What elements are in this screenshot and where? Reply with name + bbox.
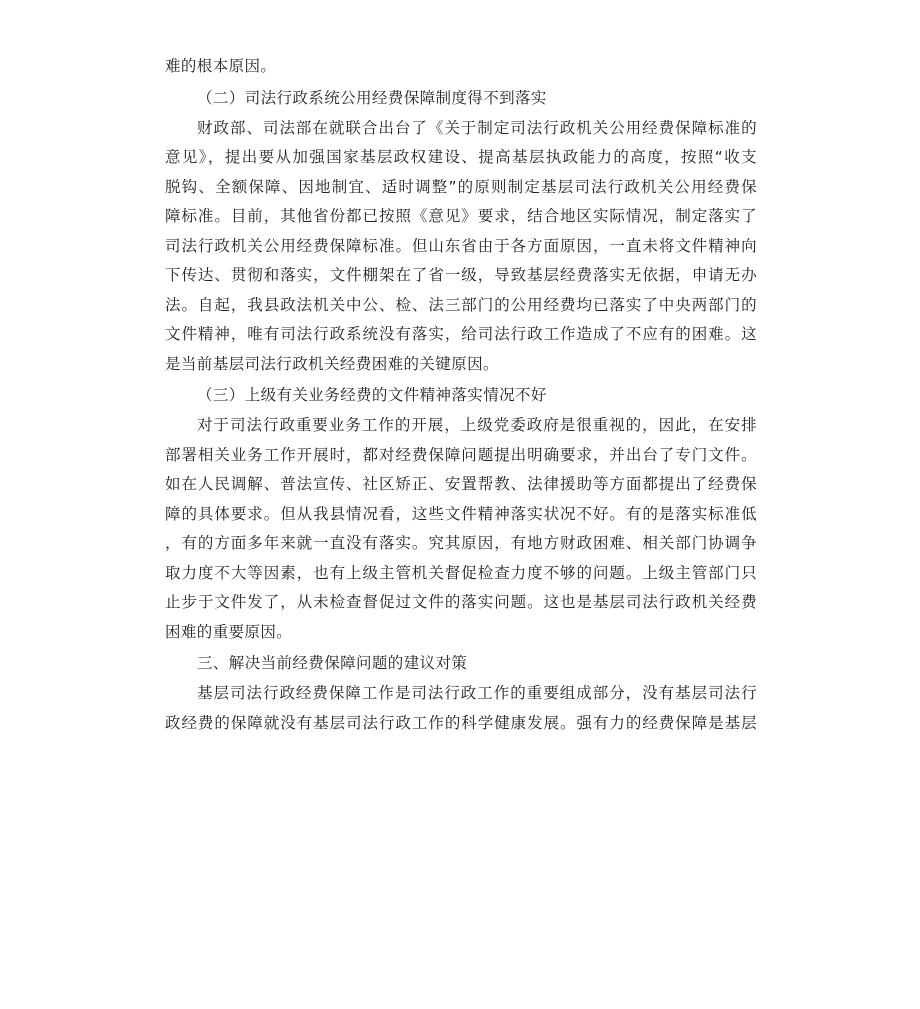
text-line: 障标准。目前，其他省份都已按照《意见》要求，结合地区实际情况，制定落实了 (165, 207, 757, 225)
paragraph-first-line: 财政部、司法部在就联合出台了《关于制定司法行政机关公用经费保障标准的 (197, 118, 757, 137)
text-line: ，有的方面多年来就一直没有落实。究其原因，有地方财政困难、相关部门协调争 (165, 534, 757, 552)
text-line: 司法行政机关公用经费保障标准。但山东省由于各方面原因，一直未将文件精神向 (165, 236, 757, 255)
text-line: 意见》，提出要从加强国家基层政权建设、提高基层执政能力的高度，按照“收支 (165, 148, 757, 166)
document-body (165, 52, 757, 738)
text-line: 法。自起，我县政法机关中公、检、法三部门的公用经费均已落实了中央两部门的 (165, 295, 757, 314)
text-line: 文件精神，唯有司法行政系统没有落实，给司法行政工作造成了不应有的困难。这 (165, 325, 757, 343)
text-line: 脱钩、全额保障、因地制宜、适时调整”的原则制定基层司法行政机关公用经费保 (165, 177, 757, 196)
text-line: 困难的重要原因。 (165, 622, 293, 641)
section-heading: 三、解决当前经费保障问题的建议对策 (197, 654, 468, 672)
text-line: 部署相关业务工作开展时，都对经费保障问题提出明确要求，并出台了专门文件。 (165, 445, 757, 464)
text-line: 难的根本原因。 (165, 57, 277, 75)
paragraph-first-line: 基层司法行政经费保障工作是司法行政工作的重要组成部分，没有基层司法行 (197, 684, 757, 702)
text-line: 取力度不大等因素，也有上级主管机关督促检查力度不够的问题。上级主管部门只 (165, 563, 757, 582)
section-heading: （二）司法行政系统公用经费保障制度得不到落实 (197, 88, 547, 107)
paragraph-first-line: 对于司法行政重要业务工作的开展，上级党委政府是很重视的，因此，在安排 (197, 416, 757, 434)
text-line: 政经费的保障就没有基层司法行政工作的科学健康发展。强有力的经费保障是基层 (165, 713, 757, 732)
text-line: 下传达、贯彻和落实，文件棚架在了省一级，导致基层经费落实无依据，申请无办 (165, 266, 757, 284)
text-line: 是当前基层司法行政机关经费困难的关键原因。 (165, 354, 499, 373)
text-line: 障的具体要求。但从我县情况看，这些文件精神落实状况不好。有的是落实标准低 (165, 504, 757, 523)
section-heading: （三）上级有关业务经费的文件精神落实情况不好 (197, 386, 547, 404)
text-line: 如在人民调解、普法宣传、社区矫正、安置帮教、法律援助等方面都提出了经费保 (165, 475, 757, 493)
text-line: 止步于文件发了，从未检查督促过文件的落实问题。这也是基层司法行政机关经费 (165, 593, 757, 611)
